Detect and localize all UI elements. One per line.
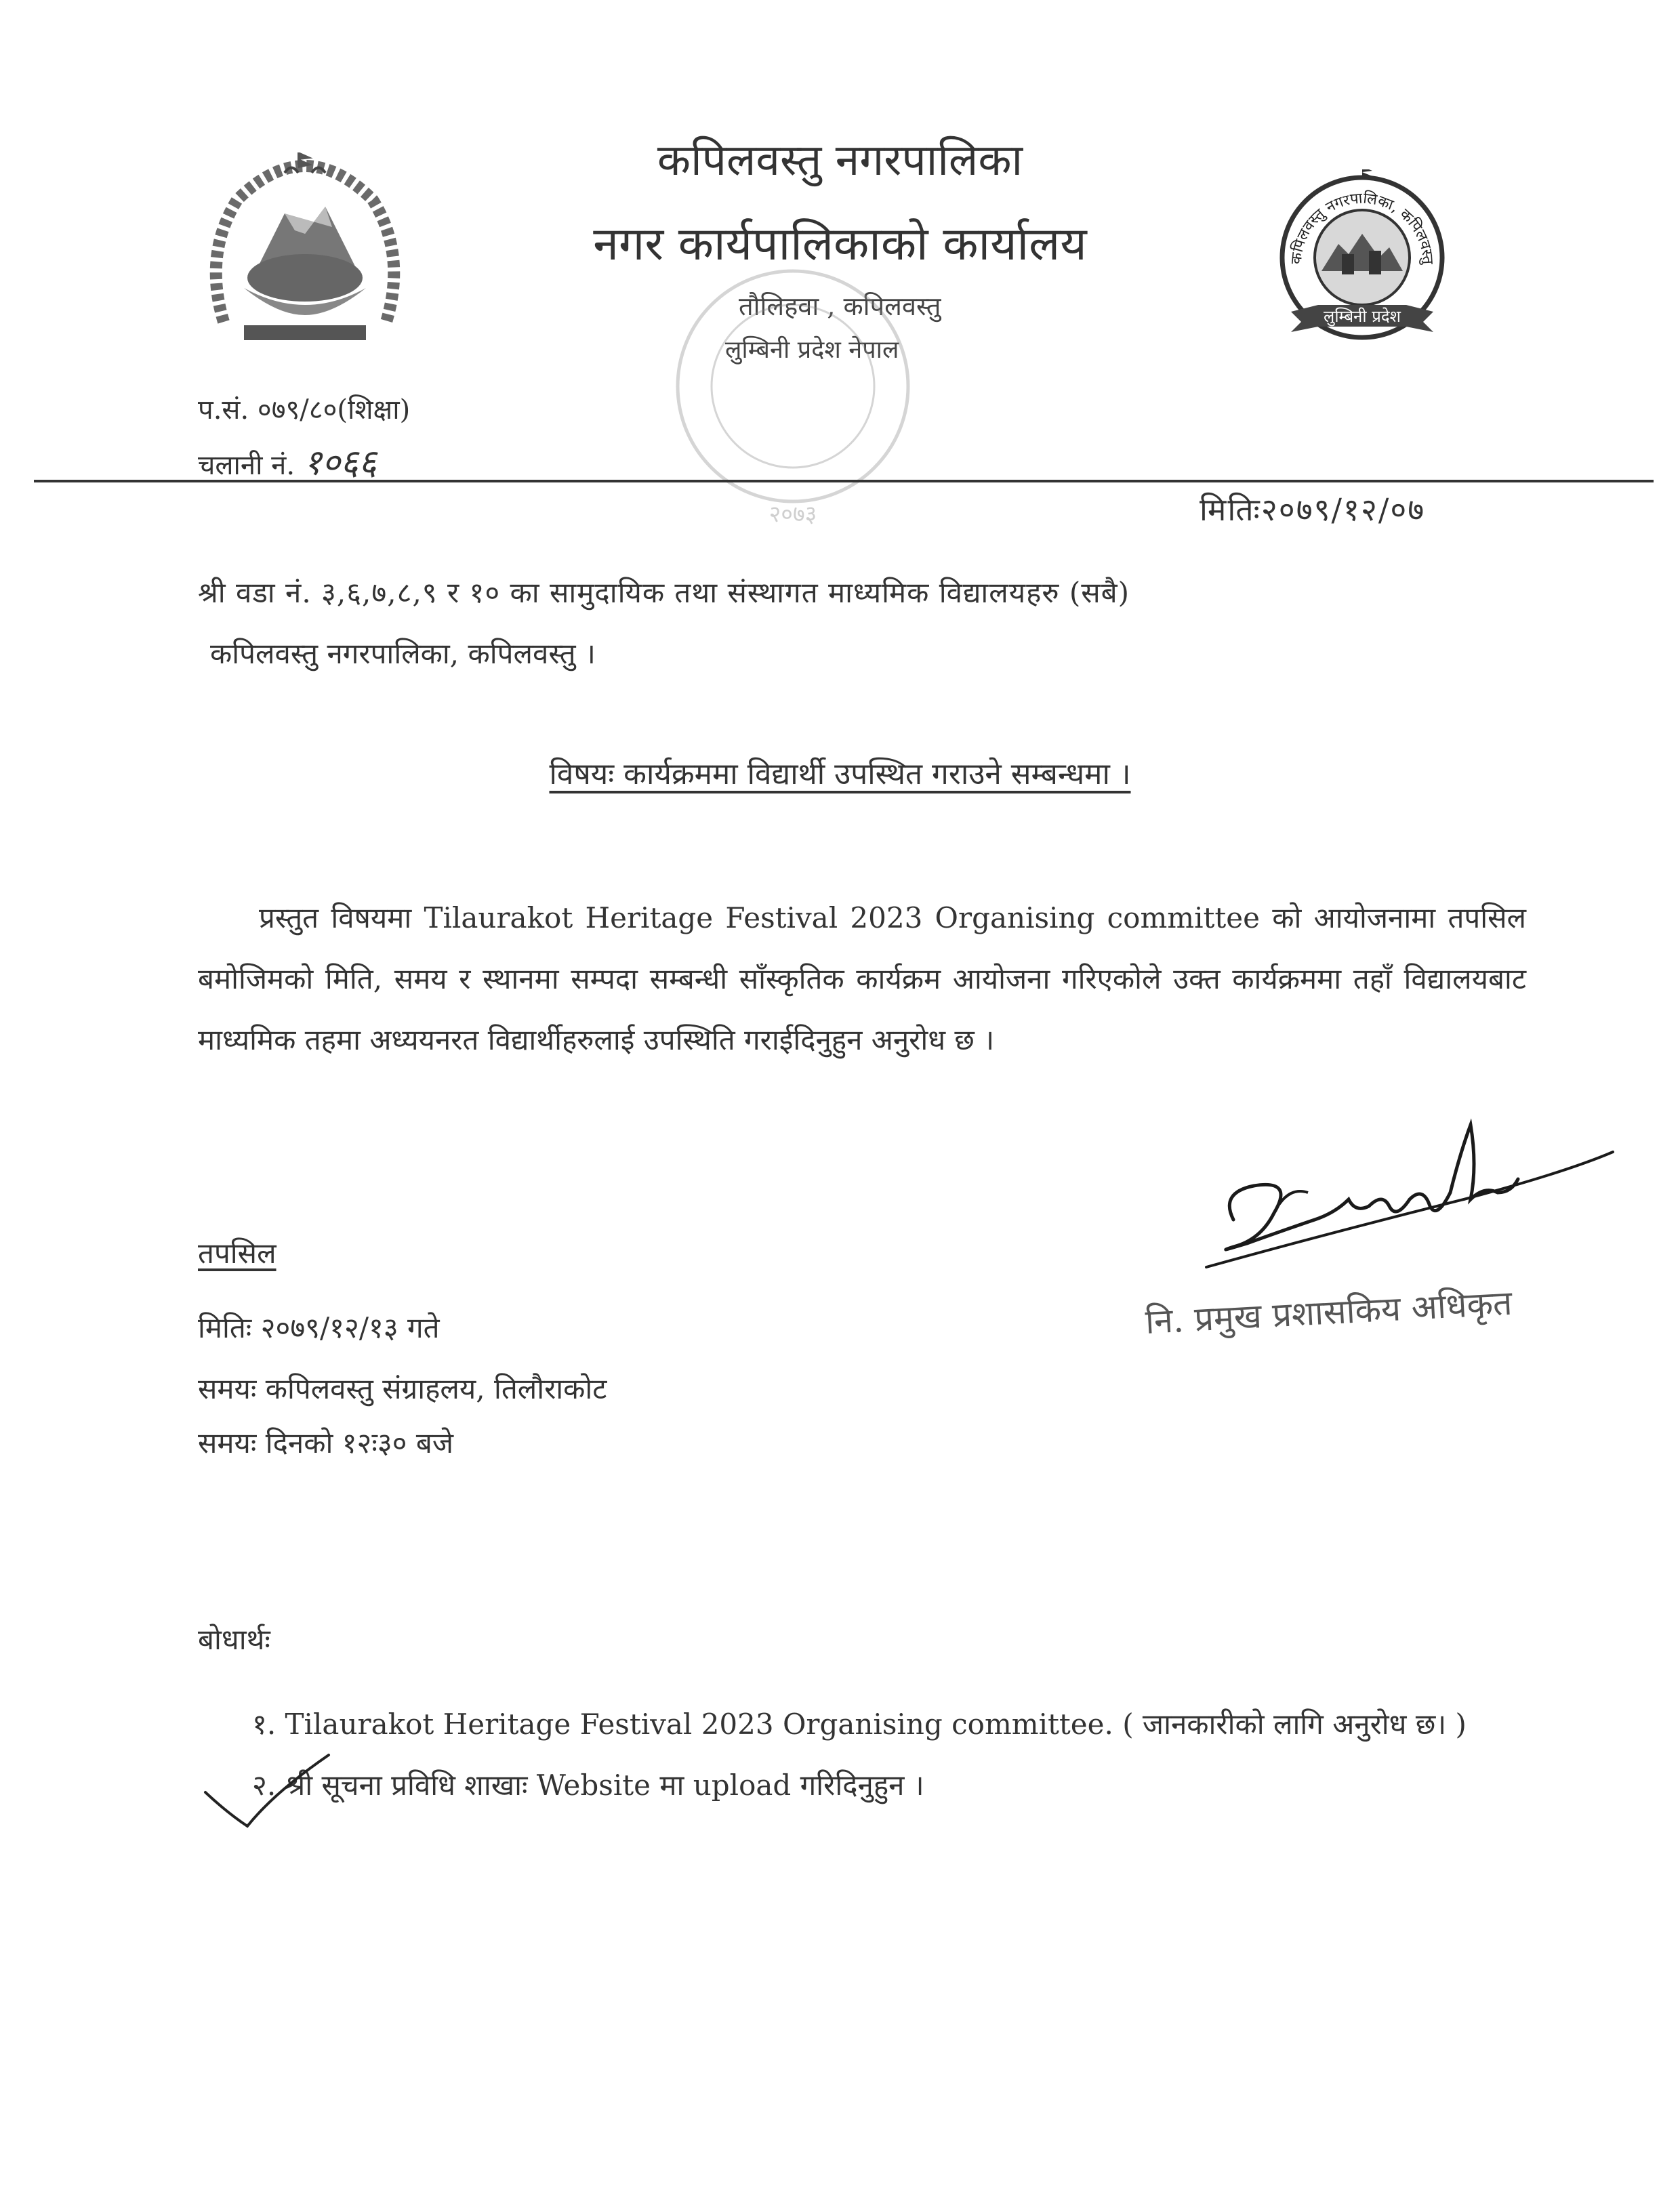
municipality-emblem-icon bbox=[1264, 169, 1460, 346]
patra-sankhya: प.सं. ०७९/८०(शिक्षा) bbox=[198, 394, 411, 426]
schedule-heading: तपसिल bbox=[198, 1237, 276, 1270]
letter-date: मितिः२०७९/१२/०७ bbox=[1200, 491, 1426, 528]
signature-icon bbox=[1193, 1111, 1654, 1287]
office-name: नगर कार्यपालिकाको कार्यालय bbox=[593, 218, 1087, 271]
chalani-label: चलानी नं. bbox=[198, 450, 295, 481]
recipient-line-1: श्री वडा नं. ३,६,७,८,९ र १० का सामुदायिक तथा संस्थागत माध्यमिक विद्यालयहरु (सबै) bbox=[198, 576, 1130, 609]
subject-line bbox=[0, 752, 1680, 793]
cc-item-2: २. श्री सूचना प्रविधि शाखाः Website मा upload गरिदिनुहुन । bbox=[252, 1769, 924, 1802]
municipality-name: कपिलवस्तु नगरपालिका bbox=[657, 136, 1023, 186]
address-line-1: तौलिहवा , कपिलवस्तु bbox=[739, 291, 941, 321]
emblem-ribbon-text: लुम्बिनी प्रदेश bbox=[1324, 307, 1401, 326]
schedule-venue: समयः कपिलवस्तु संग्राहलय, तिलौराकोट bbox=[198, 1372, 607, 1405]
signatory-title: नि. प्रमुख प्रशासकिय अधिकृत bbox=[1144, 1283, 1513, 1342]
address-line-2: लुम्बिनी प्रदेश नेपाल bbox=[725, 336, 899, 364]
recipient-line-2: कपिलवस्तु नगरपालिका, कपिलवस्तु । bbox=[210, 637, 596, 670]
body-paragraph bbox=[198, 888, 1526, 1071]
check-mark-icon bbox=[200, 1752, 335, 1833]
schedule-time: समयः दिनको १२ः३० बजे bbox=[198, 1426, 454, 1460]
subject-text: विषयः कार्यक्रममा विद्यार्थी उपस्थित गराउने सम्बन्धमा । bbox=[549, 757, 1131, 791]
header-divider bbox=[34, 480, 1654, 482]
office-stamp-icon bbox=[651, 251, 935, 535]
emblem-arc-text: कपिलवस्तु नगरपालिका, कपिलवस्तु bbox=[1288, 190, 1437, 265]
chalani-row bbox=[198, 437, 377, 485]
body-text: प्रस्तुत विषयमा Tilaurakot Heritage Festival 2023 Organising committee को आयोजनामा तपसिल बमोजिमको मिति, समय र स्थानमा सम्पदा सम्बन्धी साँस्कृतिक कार्यक्रम आयोजना गरिएकोले उक्त कार्यक्रममा तहाँ विद्यालयबाट माध्यमिक तहमा अध्ययनरत विद्यार्थीहरुलाई उपस्थिति गराईदिनुहुन अनुरोध छ । bbox=[198, 901, 1526, 1056]
schedule-date: मितिः २०७९/१२/१३ गते bbox=[198, 1311, 440, 1344]
chalani-number: १०६६ bbox=[303, 442, 377, 483]
cc-heading: बोधार्थः bbox=[198, 1623, 270, 1656]
cc-item-1: १. Tilaurakot Heritage Festival 2023 Organising committee. ( जानकारीको लागि अनुरोध छ। ) bbox=[252, 1708, 1467, 1741]
stamp-year: २०७३ bbox=[769, 501, 817, 528]
